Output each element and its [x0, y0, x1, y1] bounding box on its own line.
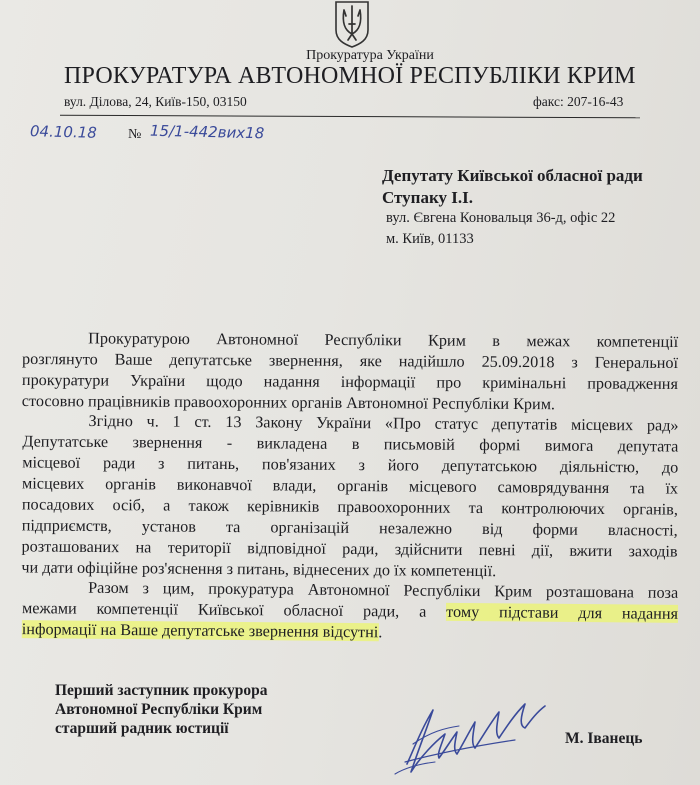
- organization-name: ПРОКУРАТУРА АВТОНОМНОЇ РЕСПУБЛІКИ КРИМ: [64, 63, 636, 89]
- paragraph-text: межами компетенції Київської обласної ради, а: [21, 599, 447, 621]
- organization-fax: факс: 207-16-43: [533, 94, 624, 109]
- recipient-city: м. Київ, 01133: [386, 231, 474, 247]
- paragraph-line: Депутатське звернення - викладена в письмовій формі вимога депутата: [22, 432, 679, 456]
- body-paragraph-1: [22, 328, 679, 416]
- registration-number: 15/1-442вих18: [149, 121, 265, 143]
- paragraph-line: чи дати офіційне роз'яснення з питань, віднесених до їх компетенції.: [21, 558, 497, 581]
- registration-number-sign: №: [128, 127, 142, 142]
- handwritten-signature-icon: [375, 682, 560, 782]
- signatory-block: [55, 681, 268, 738]
- paragraph-line: місцевої ради з питань, пов'язаних з його депутатською діяльністю, до: [22, 453, 679, 477]
- paragraph-line: Разом з цим, прокуратура Автономної Республіки Крим розташована поза: [88, 578, 679, 602]
- registration-date: 04.10.18: [29, 122, 98, 142]
- highlighted-text: інформації на Ваше депутатське звернення відсутні: [21, 620, 379, 642]
- body-paragraph-3: [22, 577, 679, 646]
- signatory-name: М. Іванець: [565, 730, 643, 747]
- body-paragraph-2: [21, 410, 678, 583]
- paragraph-line: посадових осіб, а також керівників правоохоронних та контролюючих органів,: [21, 495, 678, 519]
- parent-organization: Прокуратура України: [306, 48, 434, 63]
- highlighted-text: тому підстави для надання: [446, 602, 679, 623]
- paragraph-line: розглянуто Ваше депутатське звернення, яке надійшло 25.09.2018 з Генеральної: [22, 349, 679, 373]
- paragraph-line: розташованих на території відповідної ради, здійснити певні дії, вжити заходів: [21, 537, 678, 561]
- paragraph-line: підприємств, установ та організацій незалежно від форми власності,: [21, 516, 678, 540]
- paragraph-line: стосовно працівників правоохоронних органів Автономної Республіки Крим.: [21, 391, 556, 414]
- trident-coat-of-arms-icon: [332, 0, 372, 48]
- signatory-rank: старший радник юстиції: [55, 720, 229, 737]
- recipient-street: вул. Євгена Коновальця 36-д, офіс 22: [386, 210, 616, 226]
- recipient-name: Ступаку І.І.: [382, 188, 474, 207]
- signatory-organization: Автономної Республіки Крим: [55, 701, 263, 718]
- paragraph-line: місцевих органів виконавчої влади, органів місцевого самоврядування та їх: [22, 474, 679, 498]
- paragraph-line: Згідно ч. 1 ст. 13 Закону України «Про статус депутатів місцевих рад»: [88, 411, 679, 435]
- organization-address: вул. Ділова, 24, Київ-150, 03150: [64, 94, 247, 109]
- signatory-position: Перший заступник прокурора: [55, 682, 268, 699]
- paragraph-text: .: [378, 623, 383, 642]
- header-divider: [60, 115, 640, 119]
- recipient-title: Депутату Київської обласної ради: [382, 166, 643, 185]
- paragraph-line: прокуратури України щодо надання інформації про кримінальні провадження: [21, 370, 678, 394]
- paragraph-line: Прокуратурою Автономної Республіки Крим в межах компетенції: [88, 329, 679, 352]
